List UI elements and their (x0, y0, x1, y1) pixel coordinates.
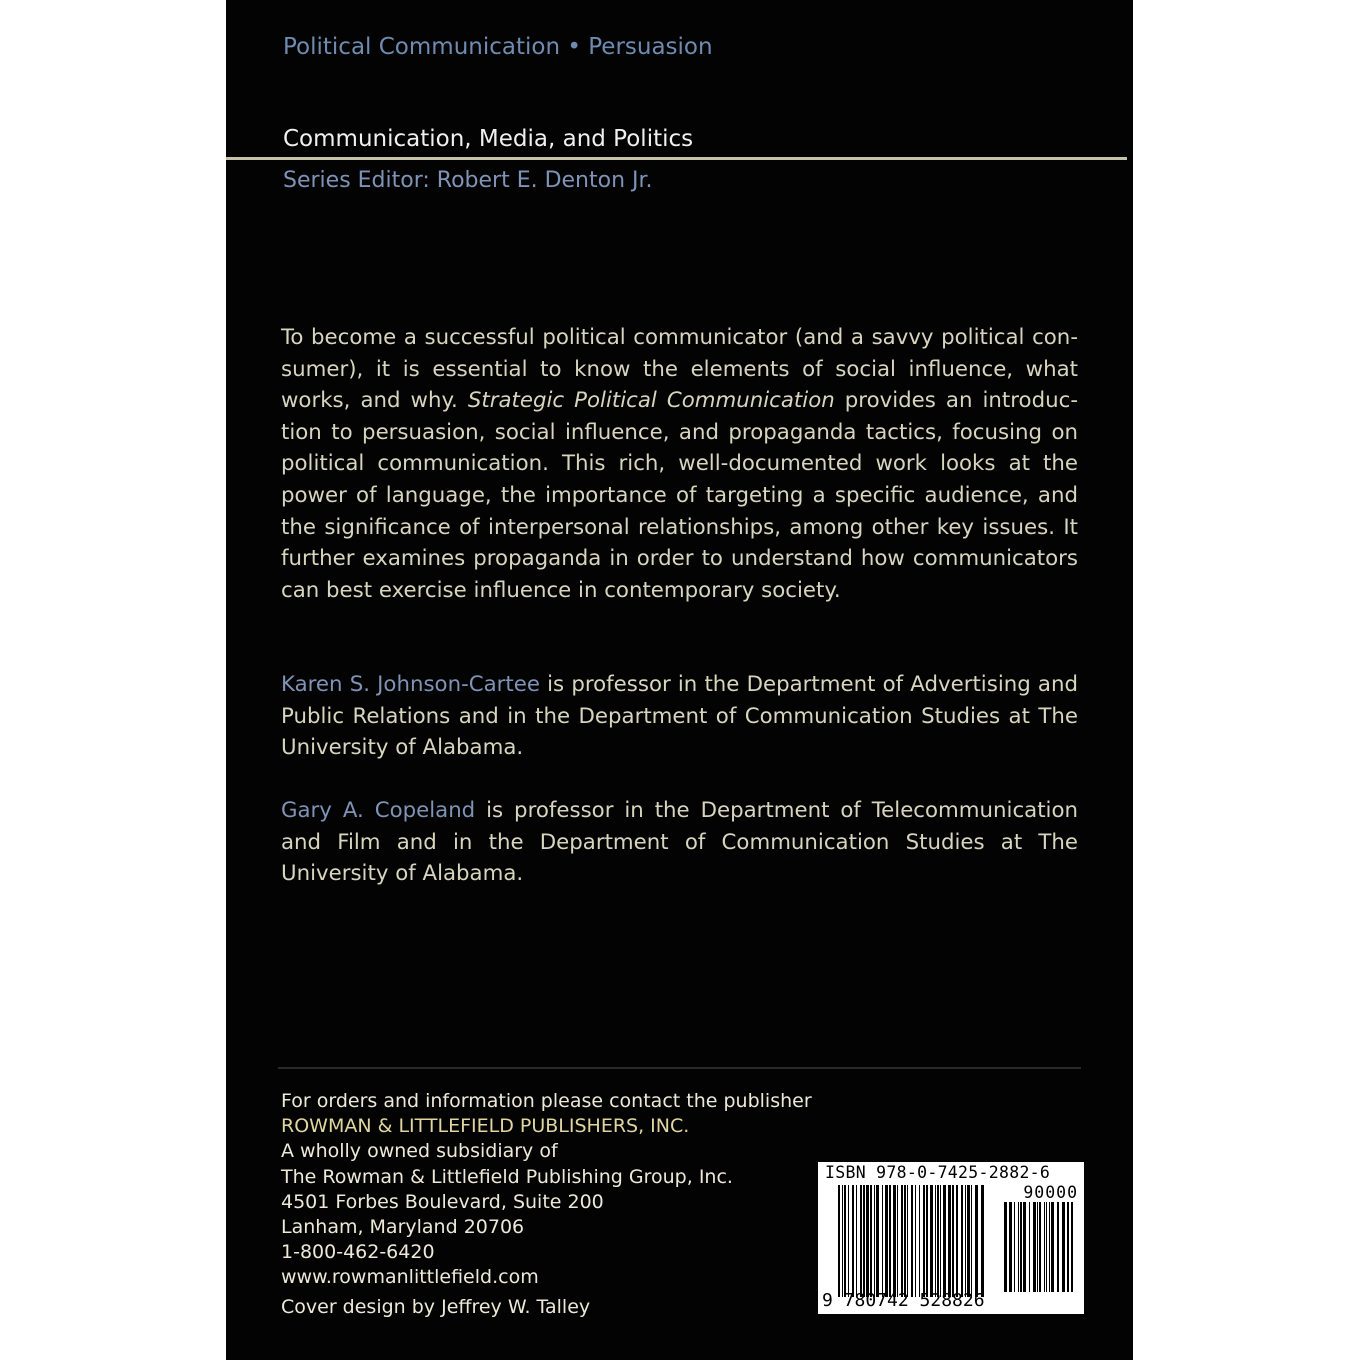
author-bio-1 (281, 669, 1078, 764)
barcode-bar (870, 1185, 872, 1297)
footer-divider (278, 1067, 1081, 1069)
barcode-bar (926, 1185, 928, 1297)
book-description (281, 322, 1078, 606)
barcode-bar (1039, 1202, 1041, 1292)
isbn-number: ISBN 978-0-7425-2882-6 (825, 1163, 1051, 1182)
barcode-bar (1044, 1202, 1045, 1292)
barcode-bar (915, 1185, 916, 1297)
isbn-barcode (818, 1162, 1084, 1314)
barcode-bar (844, 1185, 846, 1297)
category-political-communication: Political Communication (283, 34, 561, 60)
barcode-bar (911, 1185, 913, 1297)
barcode-bar (848, 1185, 849, 1297)
barcode-bar (1057, 1202, 1059, 1292)
barcode-bar (930, 1185, 933, 1297)
barcode-bar (885, 1185, 888, 1297)
category-persuasion: Persuasion (588, 34, 713, 60)
barcode-bar (975, 1185, 978, 1297)
price-code: 90000 (1023, 1183, 1078, 1202)
publisher-website: www.rowmanlittlefield.com (281, 1266, 539, 1289)
barcode-bar (1067, 1202, 1069, 1292)
subsidiary-note: A wholly owned subsidiary of (281, 1140, 558, 1163)
subject-categories (283, 34, 713, 60)
barcode-bar (1014, 1202, 1015, 1292)
barcode-bar (948, 1185, 951, 1297)
barcode-bar (967, 1185, 970, 1297)
barcode-bar (893, 1185, 896, 1297)
barcode-digits: 9 780742 528826 (822, 1290, 985, 1311)
barcode-bar (1020, 1202, 1022, 1292)
barcode-bar (943, 1185, 946, 1297)
author-name-1: Karen S. Johnson-Cartee (281, 672, 540, 697)
barcode-bar (882, 1185, 883, 1297)
barcode-bar (874, 1185, 875, 1297)
barcode-bar (897, 1185, 898, 1297)
barcode-bar (1033, 1202, 1036, 1292)
cover-design-credit: Cover design by Jeffrey W. Talley (281, 1296, 591, 1318)
barcode-bar (923, 1185, 925, 1297)
barcode-bar (907, 1185, 908, 1297)
description-text-end: provides an introduction to persuasion, social influence, and propaganda tactics, focusing on political communication. This rich, well-documented work looks at the power of language, the importance of targeting a specific audience, and the significance of interpersonal relationships, among other key issues. It further examines propaganda in order to understand how communicators can best exercise influence in contemporary society. (281, 388, 1078, 603)
barcode-bar (952, 1185, 954, 1297)
barcode-bar (1029, 1202, 1030, 1292)
addon-barcode-bars (1004, 1202, 1076, 1292)
barcode-bar (1046, 1202, 1047, 1292)
barcode-bar (852, 1185, 854, 1297)
barcode-bar (940, 1185, 941, 1297)
barcode-bar (1051, 1202, 1054, 1292)
barcode-bar (1018, 1202, 1019, 1292)
back-cover (226, 0, 1133, 1360)
author-bio-text-1: is professor in the Department of Advertising and Public Relations and in the Department of Communication Studies at The University of Alabama. (281, 672, 1078, 761)
series-title: Communication, Media, and Politics (283, 126, 694, 152)
publisher-name: ROWMAN & LITTLEFIELD PUBLISHERS, INC. (281, 1115, 690, 1138)
author-bio-2 (281, 795, 1078, 890)
author-name-2: Gary A. Copeland (281, 798, 476, 823)
barcode-bar (1062, 1202, 1065, 1292)
ean-barcode-bars (838, 1185, 988, 1297)
barcode-bar (981, 1185, 984, 1297)
barcode-bar (935, 1185, 936, 1297)
barcode-bar (863, 1185, 865, 1297)
barcode-bar (901, 1185, 903, 1297)
barcode-bar (919, 1185, 920, 1297)
address-line-1: 4501 Forbes Boulevard, Suite 200 (281, 1190, 604, 1213)
barcode-bar (956, 1185, 958, 1297)
author-bio-text-2: is professor in the Department of Telecommunication and Film and in the Department of Communication Studies at The University of Alabama. (281, 798, 1079, 887)
barcode-bar (937, 1185, 939, 1297)
barcode-bar (904, 1185, 906, 1297)
contact-intro: For orders and information please contact the publisher (281, 1090, 812, 1112)
barcode-bar (1023, 1202, 1026, 1292)
barcode-bar (856, 1185, 857, 1297)
barcode-bar (1004, 1202, 1007, 1292)
book-title: Strategic Political Communication (467, 388, 835, 414)
address-line-2: Lanham, Maryland 20706 (281, 1216, 525, 1239)
barcode-bar (842, 1185, 843, 1297)
barcode-bar (1037, 1202, 1038, 1292)
barcode-bar (965, 1185, 966, 1297)
barcode-bar (961, 1185, 963, 1297)
phone-number: 1-800-462-6420 (281, 1241, 435, 1264)
barcode-bar (866, 1185, 869, 1297)
barcode-bar (1071, 1202, 1073, 1292)
barcode-bar (838, 1185, 840, 1297)
barcode-bar (1049, 1202, 1050, 1292)
barcode-bar (971, 1185, 972, 1297)
barcode-bar (876, 1185, 879, 1297)
description-text-start: To become a successful political communicator (and a savvy political consumer), it is essential to know the elements of social influence, what works, and why. (281, 325, 1078, 414)
series-divider (226, 157, 1127, 160)
series-editor: Series Editor: Robert E. Denton Jr. (283, 168, 653, 193)
category-separator: • (567, 34, 581, 60)
publisher-group: The Rowman & Littlefield Publishing Group, Inc. (281, 1165, 733, 1188)
publisher-contact (281, 1089, 812, 1291)
barcode-bar (860, 1185, 862, 1297)
barcode-bar (889, 1185, 891, 1297)
barcode-bar (1009, 1202, 1012, 1292)
